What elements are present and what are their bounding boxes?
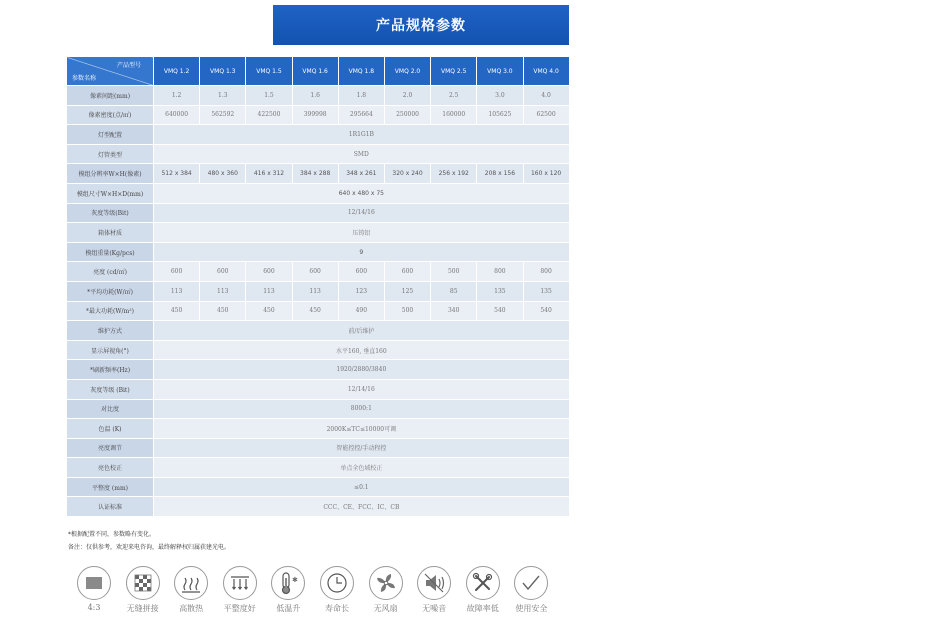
feature-label: 无缝拼接 bbox=[126, 604, 159, 613]
svg-text:✱: ✱ bbox=[292, 576, 299, 584]
header-model-cell: VMQ 4.0 bbox=[523, 57, 569, 86]
row-value-span: 单点全色域校正 bbox=[154, 458, 570, 478]
header-model-cell: VMQ 2.0 bbox=[384, 57, 430, 86]
table-row bbox=[67, 360, 570, 380]
row-value-span: 压铸铝 bbox=[154, 223, 570, 243]
row-value-span: 1920/2880/3840 bbox=[154, 360, 570, 380]
row-value-cell: 490 bbox=[338, 301, 384, 321]
row-value-span: 1R1G1B bbox=[154, 125, 570, 145]
row-value-cell: 600 bbox=[384, 262, 430, 282]
feature-label: 寿命长 bbox=[324, 604, 349, 613]
feature-item bbox=[459, 566, 507, 614]
row-value-cell: 1.3 bbox=[200, 86, 246, 106]
feature-item bbox=[410, 566, 458, 614]
header-model-cell: VMQ 1.3 bbox=[200, 57, 246, 86]
row-value-cell: 600 bbox=[154, 262, 200, 282]
table-row bbox=[67, 301, 570, 321]
row-value-cell: 1.5 bbox=[246, 86, 292, 106]
no-fan-icon bbox=[369, 566, 403, 600]
row-value-cell: 160 x 120 bbox=[523, 164, 569, 184]
row-value-cell: 450 bbox=[292, 301, 338, 321]
header-model-cell: VMQ 1.5 bbox=[246, 57, 292, 86]
row-value-cell: 113 bbox=[200, 281, 246, 301]
row-value-cell: 562592 bbox=[200, 105, 246, 125]
header-model-cell: VMQ 2.5 bbox=[431, 57, 477, 86]
row-value-cell: 600 bbox=[200, 262, 246, 282]
row-label: 像素密度(点/㎡) bbox=[67, 105, 154, 125]
row-label: 色温 (K) bbox=[67, 419, 154, 439]
row-value-span: 9 bbox=[154, 242, 570, 262]
row-value-cell: 600 bbox=[292, 262, 338, 282]
feature-item bbox=[362, 566, 410, 614]
row-value-span: 前/后维护 bbox=[154, 321, 570, 341]
row-value-cell: 3.0 bbox=[477, 86, 523, 106]
header-model-cell: VMQ 1.8 bbox=[338, 57, 384, 86]
row-value-cell: 1.6 bbox=[292, 86, 338, 106]
row-value-cell: 208 x 156 bbox=[477, 164, 523, 184]
row-value-cell: 399998 bbox=[292, 105, 338, 125]
row-value-cell: 105625 bbox=[477, 105, 523, 125]
row-value-span: SMD bbox=[154, 144, 570, 164]
table-row bbox=[67, 262, 570, 282]
row-value-cell: 123 bbox=[338, 281, 384, 301]
header-model-cell: VMQ 1.2 bbox=[154, 57, 200, 86]
row-value-cell: 4.0 bbox=[523, 86, 569, 106]
row-value-cell: 1.2 bbox=[154, 86, 200, 106]
note-line: *根据配置不同，参数略有变化。 bbox=[68, 531, 156, 538]
row-value-cell: 600 bbox=[338, 262, 384, 282]
row-label: *刷新频率(Hz) bbox=[67, 360, 154, 380]
row-label: 模组重量(Kg/pcs) bbox=[67, 242, 154, 262]
feature-label: 高散热 bbox=[179, 604, 204, 613]
row-value-cell: 500 bbox=[384, 301, 430, 321]
feature-label: 故障率低 bbox=[466, 604, 499, 613]
row-value-cell: 113 bbox=[292, 281, 338, 301]
row-label: 灰度等级(Bit) bbox=[67, 203, 154, 223]
row-value-span: 12/14/16 bbox=[154, 203, 570, 223]
row-value-cell: 540 bbox=[523, 301, 569, 321]
header-model-cell: VMQ 1.6 bbox=[292, 57, 338, 86]
page-title: 产品规格参数 bbox=[376, 18, 466, 34]
table-row bbox=[67, 477, 570, 497]
note-line: 备注：仅供参考，欢迎来电咨询，最终解释权归属获建光电。 bbox=[68, 544, 231, 551]
heat-dissipation-icon bbox=[174, 566, 208, 600]
feature-item bbox=[70, 566, 118, 614]
row-value-cell: 320 x 240 bbox=[384, 164, 430, 184]
row-value-cell: 340 bbox=[431, 301, 477, 321]
row-label: 灰度等级 (Bit) bbox=[67, 379, 154, 399]
corner-param-label: 参数名称 bbox=[72, 75, 97, 82]
row-value-cell: 540 bbox=[477, 301, 523, 321]
no-noise-icon bbox=[417, 566, 451, 600]
row-value-cell: 640000 bbox=[154, 105, 200, 125]
row-value-cell: 256 x 192 bbox=[431, 164, 477, 184]
table-row bbox=[67, 419, 570, 439]
row-value-cell: 113 bbox=[154, 281, 200, 301]
table-row bbox=[67, 458, 570, 478]
row-value-cell: 62500 bbox=[523, 105, 569, 125]
row-value-cell: 450 bbox=[246, 301, 292, 321]
table-row bbox=[67, 379, 570, 399]
row-label: 平整度 (mm) bbox=[67, 477, 154, 497]
header-model-cell: VMQ 3.0 bbox=[477, 57, 523, 86]
row-value-span: ≤0.1 bbox=[154, 477, 570, 497]
row-label: 灯管类型 bbox=[67, 144, 154, 164]
row-value-cell: 1.8 bbox=[338, 86, 384, 106]
row-value-cell: 160000 bbox=[431, 105, 477, 125]
row-value-span: 12/14/16 bbox=[154, 379, 570, 399]
row-label: *平均功耗(W/㎡) bbox=[67, 281, 154, 301]
row-label: 灯型配置 bbox=[67, 125, 154, 145]
table-row bbox=[67, 144, 570, 164]
row-value-cell: 348 x 261 bbox=[338, 164, 384, 184]
row-value-cell: 250000 bbox=[384, 105, 430, 125]
spec-table bbox=[66, 56, 570, 517]
feature-label: 使用安全 bbox=[515, 604, 548, 613]
row-label: 亮色校正 bbox=[67, 458, 154, 478]
row-value-span: CCC、CE、FCC、IC、CB bbox=[154, 497, 570, 517]
row-label: 模组尺寸W×H×D(mm) bbox=[67, 183, 154, 203]
row-value-span: 2000K≤TC≤10000可调 bbox=[154, 419, 570, 439]
flatness-icon bbox=[223, 566, 257, 600]
row-value-cell: 125 bbox=[384, 281, 430, 301]
row-value-cell: 422500 bbox=[246, 105, 292, 125]
row-value-cell: 2.0 bbox=[384, 86, 430, 106]
table-row bbox=[67, 223, 570, 243]
row-label: 对比度 bbox=[67, 399, 154, 419]
feature-label: 无噪音 bbox=[422, 604, 447, 613]
table-row bbox=[67, 321, 570, 341]
table-row bbox=[67, 242, 570, 262]
title-banner bbox=[273, 5, 569, 45]
row-value-cell: 450 bbox=[200, 301, 246, 321]
feature-item bbox=[507, 566, 555, 614]
row-value-cell: 135 bbox=[477, 281, 523, 301]
row-value-span: 智能控控/手动程控 bbox=[154, 438, 570, 458]
row-value-cell: 416 x 312 bbox=[246, 164, 292, 184]
row-value-cell: 800 bbox=[477, 262, 523, 282]
table-header-row bbox=[67, 57, 570, 86]
mosaic-icon bbox=[126, 566, 160, 600]
row-label: 维护方式 bbox=[67, 321, 154, 341]
table-row bbox=[67, 183, 570, 203]
row-label: *最大功耗(W/m²) bbox=[67, 301, 154, 321]
tools-icon bbox=[466, 566, 500, 600]
table-row bbox=[67, 340, 570, 360]
header-corner-cell bbox=[67, 57, 154, 86]
aspect-ratio-icon bbox=[77, 566, 111, 600]
row-label: 模组分辨率W×H(像素) bbox=[67, 164, 154, 184]
notes bbox=[68, 528, 230, 554]
row-label: 显示屏视角(°) bbox=[67, 340, 154, 360]
corner-model-label: 产品型号 bbox=[116, 62, 141, 69]
feature-label: 4:3 bbox=[87, 603, 101, 612]
feature-label: 低温升 bbox=[276, 604, 301, 613]
row-value-cell: 135 bbox=[523, 281, 569, 301]
row-value-cell: 512 x 384 bbox=[154, 164, 200, 184]
row-label: 亮度调节 bbox=[67, 438, 154, 458]
row-label: 像素间距(mm) bbox=[67, 86, 154, 106]
row-value-cell: 450 bbox=[154, 301, 200, 321]
table-row bbox=[67, 105, 570, 125]
row-label: 亮度 (cd/㎡) bbox=[67, 262, 154, 282]
feature-item bbox=[264, 566, 312, 614]
table-row bbox=[67, 438, 570, 458]
row-value-cell: 500 bbox=[431, 262, 477, 282]
feature-icons-row bbox=[70, 566, 570, 614]
table-row bbox=[67, 497, 570, 517]
table-row bbox=[67, 203, 570, 223]
feature-label: 平整度好 bbox=[223, 604, 256, 613]
table-row bbox=[67, 399, 570, 419]
table-row bbox=[67, 164, 570, 184]
row-value-cell: 600 bbox=[246, 262, 292, 282]
thermometer-icon bbox=[271, 566, 305, 600]
row-label: 箱体材质 bbox=[67, 223, 154, 243]
row-value-cell: 2.5 bbox=[431, 86, 477, 106]
feature-item bbox=[216, 566, 264, 614]
feature-item bbox=[167, 566, 215, 614]
row-value-span: 8000:1 bbox=[154, 399, 570, 419]
row-label: 认证标准 bbox=[67, 497, 154, 517]
table-row bbox=[67, 125, 570, 145]
table-row bbox=[67, 86, 570, 106]
checkmark-icon bbox=[514, 566, 548, 600]
row-value-cell: 480 x 360 bbox=[200, 164, 246, 184]
row-value-cell: 800 bbox=[523, 262, 569, 282]
feature-item bbox=[313, 566, 361, 614]
row-value-span: 640 x 480 x 75 bbox=[154, 183, 570, 203]
row-value-cell: 295664 bbox=[338, 105, 384, 125]
row-value-cell: 384 x 288 bbox=[292, 164, 338, 184]
feature-item bbox=[119, 566, 167, 614]
clock-icon bbox=[320, 566, 354, 600]
row-value-cell: 85 bbox=[431, 281, 477, 301]
row-value-cell: 113 bbox=[246, 281, 292, 301]
row-value-span: 水平160, 垂直160 bbox=[154, 340, 570, 360]
feature-label: 无风扇 bbox=[373, 604, 398, 613]
table-row bbox=[67, 281, 570, 301]
